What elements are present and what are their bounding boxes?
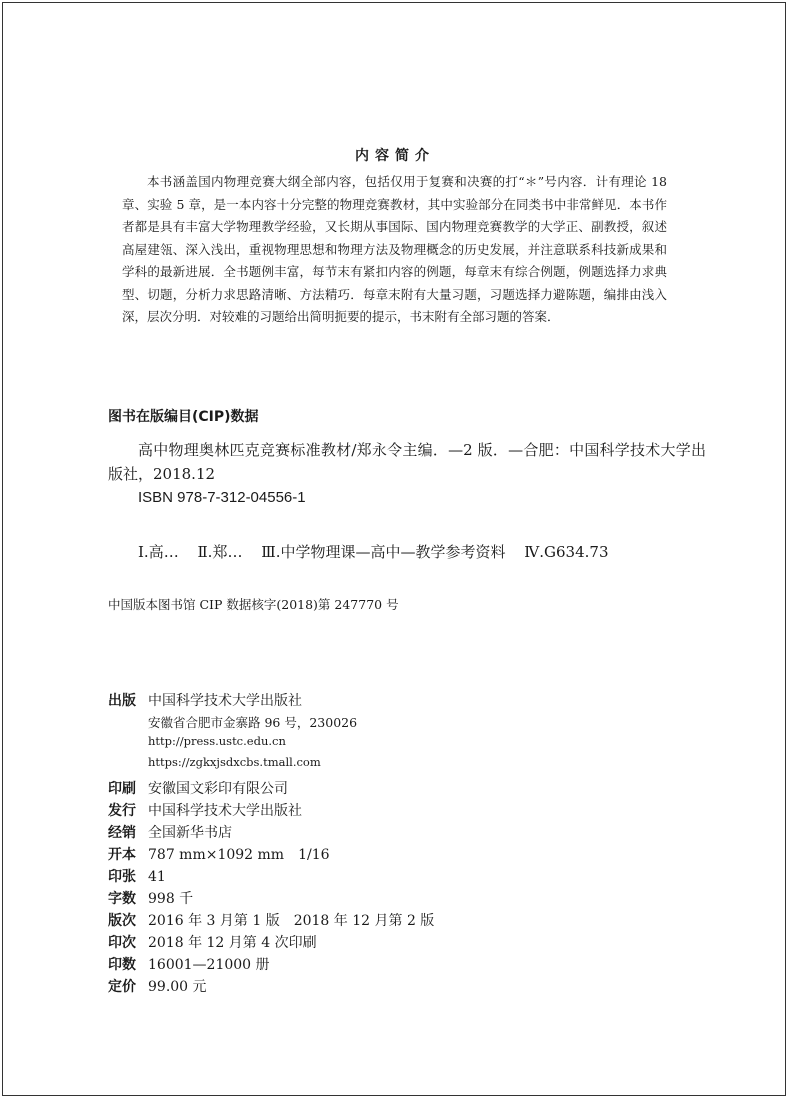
cip-class-2: Ⅱ.郑… <box>197 543 243 561</box>
sheets-row <box>108 866 434 888</box>
printer-value: 安徽国文彩印有限公司 <box>148 781 288 797</box>
publisher-url-row-2 <box>108 755 434 778</box>
summary-body: 本书涵盖国内物理竞赛大纲全部内容，包括仅用于复赛和决赛的打“＊”号内容．计有理论 18 章、实验 5 章，是一本内容十分完整的物理竞赛教材，其中实验部分在同类书中非常鲜见．本书作者都是具有丰富大学物理教学经验，又长期从事国际、国内物理竞赛教学的大学正、副教授，叙述高屋建瓴、深入浅出，重视物理思想和物理方法及物理概念的历史发展，并注意联系科技新成果和学科的最新进展．全书题例丰富，每节末有紧扣内容的例题，每章末有综合例题，例题选择力求典型、切题，分析力求思路清晰、方法精巧．每章末附有大量习题，习题选择力避陈题，编排由浅入深，层次分明．对较难的习题给出简明扼要的提示，书末附有全部习题的答案． <box>122 174 667 324</box>
summary-title: 内容简介 <box>355 148 435 164</box>
cip-isbn: ISBN 978-7-312-04556-1 <box>138 489 306 506</box>
price-value: 99.00 元 <box>148 979 207 995</box>
words-label: 字数 <box>108 891 136 907</box>
distributor-row <box>108 800 434 822</box>
sheets-label: 印张 <box>108 869 136 885</box>
impression-label: 印次 <box>108 935 136 951</box>
price-row <box>108 976 434 998</box>
impression-row <box>108 932 434 954</box>
printer-row <box>108 778 434 800</box>
publisher-url-row-1 <box>108 734 434 755</box>
seller-label: 经销 <box>108 825 136 841</box>
printer-label: 印刷 <box>108 781 136 797</box>
sheets-value: 41 <box>148 869 166 885</box>
edition-row <box>108 910 434 932</box>
impression-value: 2018 年 12 月第 4 次印刷 <box>148 935 317 951</box>
cip-classification <box>138 541 623 562</box>
cip-heading: 图书在版编目(CIP)数据 <box>108 409 259 425</box>
format-value: 787 mm×1092 mm 1/16 <box>148 847 330 863</box>
price-label: 定价 <box>108 979 136 995</box>
publication-info <box>108 690 434 998</box>
format-label: 开本 <box>108 847 136 863</box>
publisher-address: 安徽省合肥市金寨路 96 号，230026 <box>148 715 358 730</box>
publisher-address-row <box>108 713 434 734</box>
copies-value: 16001—21000 册 <box>148 957 270 973</box>
cip-class-4: Ⅳ.G634.73 <box>524 543 609 561</box>
edition-value: 2016 年 3 月第 1 版 2018 年 12 月第 2 版 <box>148 913 435 929</box>
distributor-value: 中国科学技术大学出版社 <box>148 803 302 819</box>
publisher-label: 出版 <box>108 693 136 709</box>
seller-row <box>108 822 434 844</box>
cip-class-3: Ⅲ.中学物理课—高中—教学参考资料 <box>261 543 506 561</box>
copies-row <box>108 954 434 976</box>
cip-main-entry: 高中物理奥林匹克竞赛标准教材/郑永令主编．—2 版．—合肥：中国科学技术大学出版社，2018.12 <box>108 441 706 483</box>
publisher-row <box>108 690 434 713</box>
publisher-name: 中国科学技术大学出版社 <box>148 693 302 709</box>
seller-value: 全国新华书店 <box>148 825 232 841</box>
words-value: 998 千 <box>148 891 194 907</box>
cip-record <box>108 438 706 510</box>
words-row <box>108 888 434 910</box>
copies-label: 印数 <box>108 957 136 973</box>
edition-label: 版次 <box>108 913 136 929</box>
distributor-label: 发行 <box>108 803 136 819</box>
publisher-website-link[interactable]: http://press.ustc.edu.cn <box>148 734 286 748</box>
publisher-store-link[interactable]: https://zgkxjsdxcbs.tmall.com <box>148 755 321 769</box>
cip-data-note: 中国版本图书馆 CIP 数据核字(2018)第 247770 号 <box>108 597 399 612</box>
format-row <box>108 844 434 866</box>
cip-class-1: Ⅰ.高… <box>138 543 179 561</box>
